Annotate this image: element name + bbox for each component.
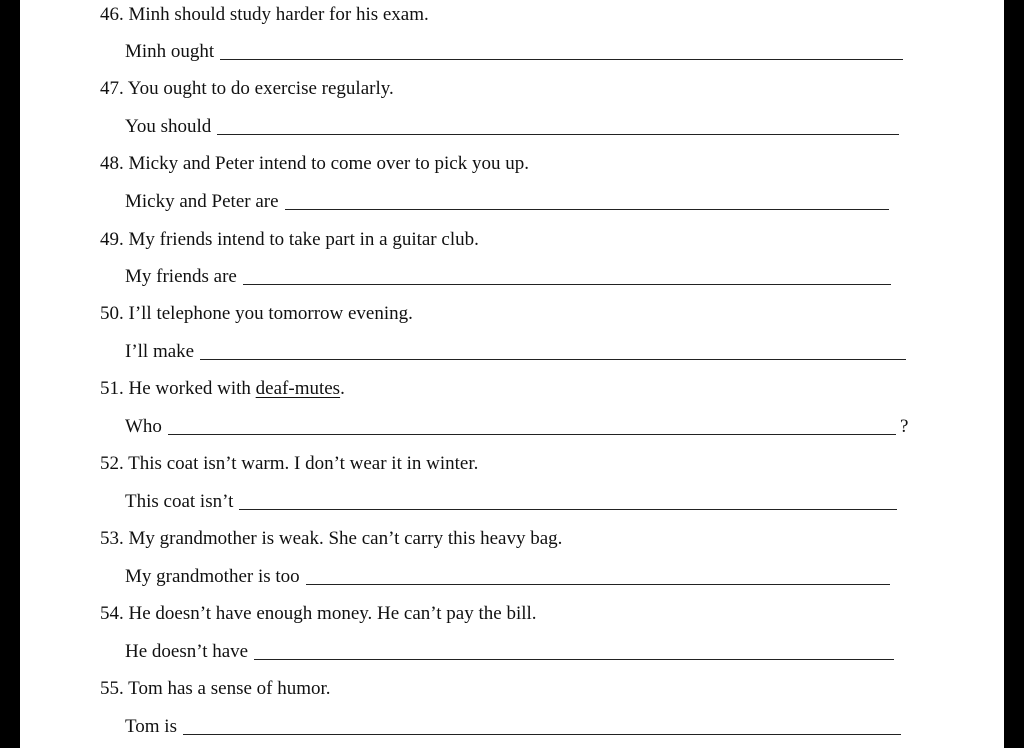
question-number: 55.: [100, 678, 124, 699]
answer-prefix: Micky and Peter are: [125, 191, 279, 212]
answer-blank[interactable]: [220, 59, 903, 60]
answer-line-50: [20, 337, 1004, 367]
question-number: 50.: [100, 303, 124, 324]
question-sentence: Micky and Peter intend to come over to pick you up.: [128, 153, 529, 174]
answer-blank[interactable]: [200, 359, 906, 360]
question-number: 52.: [100, 453, 124, 474]
answer-blank[interactable]: [285, 209, 889, 210]
answer-blank[interactable]: [306, 584, 890, 585]
answer-prefix: This coat isn’t: [125, 491, 234, 512]
answer-prefix: My grandmother is too: [125, 566, 300, 587]
answer-blank[interactable]: [183, 734, 901, 735]
answer-blank[interactable]: [243, 284, 891, 285]
answer-line-51: [20, 412, 1004, 442]
question-sentence: Minh should study harder for his exam.: [128, 4, 429, 25]
question-mark: ?: [899, 416, 909, 437]
question-sentence-end: .: [340, 378, 345, 399]
question-49: [20, 225, 1004, 255]
answer-line-55: [20, 712, 1004, 742]
answer-line-49: [20, 262, 1004, 292]
question-54: [20, 599, 1004, 629]
question-number: 53.: [100, 528, 124, 549]
answer-line-54: [20, 637, 1004, 667]
question-sentence: This coat isn’t warm. I don’t wear it in winter.: [128, 453, 479, 474]
question-number: 47.: [100, 78, 124, 99]
question-48: [20, 149, 1004, 179]
answer-prefix: He doesn’t have: [125, 641, 249, 662]
underlined-word: deaf-mutes: [255, 378, 341, 399]
question-52: [20, 449, 1004, 479]
question-number: 48.: [100, 153, 124, 174]
question-sentence: Tom has a sense of humor.: [128, 678, 331, 699]
answer-prefix: You should: [125, 116, 212, 137]
question-sentence: My grandmother is weak. She can’t carry this heavy bag.: [128, 528, 563, 549]
question-46: [20, 0, 1004, 30]
answer-blank[interactable]: [217, 134, 899, 135]
worksheet-page: [20, 0, 1004, 748]
answer-prefix: I’ll make: [125, 341, 195, 362]
answer-blank[interactable]: [254, 659, 894, 660]
answer-prefix: Who: [125, 416, 162, 437]
question-55: [20, 674, 1004, 704]
answer-line-46: [20, 37, 1004, 67]
question-sentence: You ought to do exercise regularly.: [127, 78, 394, 99]
answer-line-53: [20, 562, 1004, 592]
question-sentence: My friends intend to take part in a guitar club.: [128, 229, 479, 250]
question-number: 54.: [100, 603, 124, 624]
answer-blank[interactable]: [168, 434, 896, 435]
answer-line-47: [20, 112, 1004, 142]
answer-line-48: [20, 187, 1004, 217]
question-50: [20, 299, 1004, 329]
question-number: 51.: [100, 378, 124, 399]
question-sentence: He doesn’t have enough money. He can’t pay the bill.: [128, 603, 537, 624]
answer-prefix: Minh ought: [125, 41, 215, 62]
answer-prefix: My friends are: [125, 266, 237, 287]
question-51: [20, 374, 1004, 404]
question-number: 49.: [100, 229, 124, 250]
question-sentence: I’ll telephone you tomorrow evening.: [128, 303, 413, 324]
question-number: 46.: [100, 4, 124, 25]
question-47: [20, 74, 1004, 104]
answer-prefix: Tom is: [125, 716, 177, 737]
answer-line-52: [20, 487, 1004, 517]
question-53: [20, 524, 1004, 554]
answer-blank[interactable]: [239, 509, 897, 510]
question-sentence-start: He worked with: [128, 378, 256, 399]
